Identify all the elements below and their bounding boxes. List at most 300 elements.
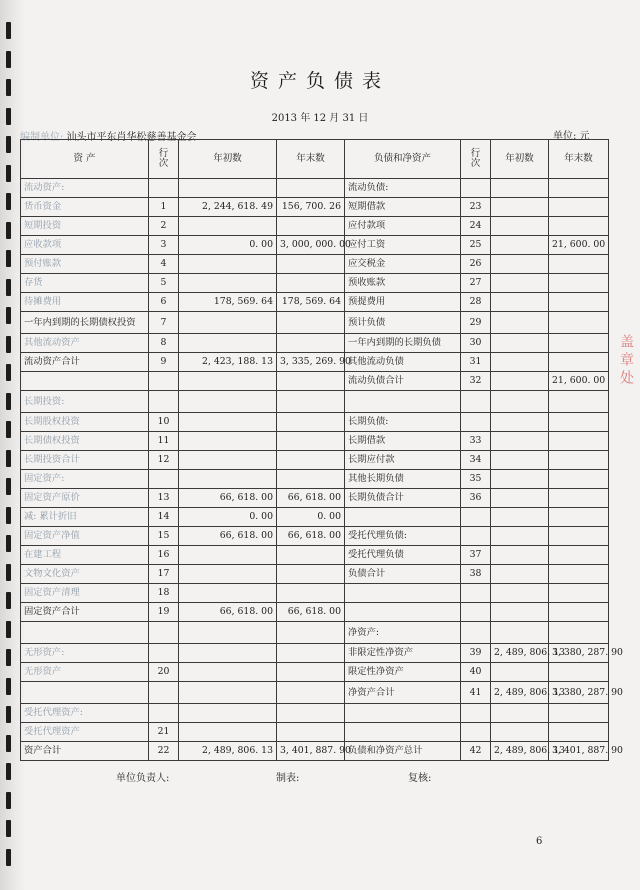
asset-line — [149, 179, 179, 198]
liability-begin — [491, 293, 549, 312]
binding-hole — [6, 22, 11, 39]
asset-line: 8 — [149, 334, 179, 353]
liability-begin — [491, 704, 549, 723]
asset-end: 3, 000, 000. 00 — [277, 236, 345, 255]
liability-name: 长期借款 — [345, 432, 461, 451]
asset-begin — [179, 584, 277, 603]
liability-begin — [491, 451, 549, 470]
asset-begin: 2, 489, 806. 13 — [179, 742, 277, 761]
liability-line — [461, 413, 491, 432]
page-number: 6 — [536, 836, 543, 847]
liability-line — [461, 179, 491, 198]
liability-line — [461, 391, 491, 413]
asset-end — [277, 546, 345, 565]
liability-name: 长期应付款 — [345, 451, 461, 470]
asset-name: 文物文化资产 — [21, 565, 149, 584]
table-row — [21, 470, 609, 489]
asset-begin: 66, 618. 00 — [179, 489, 277, 508]
liability-end — [549, 217, 609, 236]
table-row — [21, 255, 609, 274]
liability-begin — [491, 508, 549, 527]
asset-begin: 0. 00 — [179, 508, 277, 527]
asset-line: 9 — [149, 353, 179, 372]
asset-line: 18 — [149, 584, 179, 603]
binding-hole — [6, 250, 11, 267]
liability-end — [549, 312, 609, 334]
liability-begin — [491, 603, 549, 622]
binding-hole — [6, 649, 11, 666]
table-row — [21, 274, 609, 293]
asset-begin — [179, 334, 277, 353]
table-row — [21, 508, 609, 527]
liability-end — [549, 255, 609, 274]
liability-line: 28 — [461, 293, 491, 312]
asset-end: 66, 618. 00 — [277, 489, 345, 508]
liability-end — [549, 432, 609, 451]
binding-hole — [6, 364, 11, 381]
asset-begin — [179, 391, 277, 413]
liability-end: 3, 380, 287. 90 — [549, 644, 609, 663]
liability-name: 一年内到期的长期负债 — [345, 334, 461, 353]
asset-begin — [179, 312, 277, 334]
liability-name: 负债和净资产总计 — [345, 742, 461, 761]
table-row — [21, 391, 609, 413]
asset-begin — [179, 470, 277, 489]
liability-begin — [491, 723, 549, 742]
liability-line: 23 — [461, 198, 491, 217]
liability-line — [461, 704, 491, 723]
liability-end — [549, 508, 609, 527]
header-end: 年末数 — [277, 140, 345, 179]
liability-line: 38 — [461, 565, 491, 584]
liability-begin — [491, 255, 549, 274]
asset-begin — [179, 413, 277, 432]
liability-end — [549, 391, 609, 413]
asset-name: 流动资产合计 — [21, 353, 149, 372]
header-line-no-2: 行 次 — [461, 140, 491, 179]
asset-line: 15 — [149, 527, 179, 546]
asset-begin: 0. 00 — [179, 236, 277, 255]
balance-sheet-table — [20, 139, 623, 761]
table-row — [21, 293, 609, 312]
asset-name: 受托代理资产 — [21, 723, 149, 742]
asset-end: 3, 335, 269. 90 — [277, 353, 345, 372]
asset-end — [277, 334, 345, 353]
asset-name: 预付账款 — [21, 255, 149, 274]
asset-end: 156, 700. 26 — [277, 198, 345, 217]
table-row — [21, 353, 609, 372]
liability-line: 34 — [461, 451, 491, 470]
liability-end — [549, 274, 609, 293]
table-row — [21, 489, 609, 508]
liability-end — [549, 334, 609, 353]
asset-name: 流动资产: — [21, 179, 149, 198]
asset-name: 资产合计 — [21, 742, 149, 761]
binding-hole — [6, 51, 11, 68]
asset-end — [277, 584, 345, 603]
liability-end — [549, 353, 609, 372]
asset-name: 一年内到期的长期债权投资 — [21, 312, 149, 334]
asset-line: 11 — [149, 432, 179, 451]
table-row — [21, 432, 609, 451]
asset-begin — [179, 663, 277, 682]
liability-line — [461, 584, 491, 603]
liability-begin — [491, 217, 549, 236]
asset-end — [277, 312, 345, 334]
asset-name: 待摊费用 — [21, 293, 149, 312]
asset-end: 66, 618. 00 — [277, 603, 345, 622]
asset-end — [277, 413, 345, 432]
liability-end: 3, 401, 887. 90 — [549, 742, 609, 761]
asset-begin — [179, 372, 277, 391]
liability-line — [461, 603, 491, 622]
asset-line: 2 — [149, 217, 179, 236]
liability-name: 应交税金 — [345, 255, 461, 274]
red-stamp: 盖章处 — [618, 334, 634, 388]
liability-begin — [491, 274, 549, 293]
liability-line: 37 — [461, 546, 491, 565]
asset-name — [21, 622, 149, 644]
asset-line — [149, 470, 179, 489]
liability-begin — [491, 565, 549, 584]
header-assets: 资 产 — [21, 140, 149, 179]
binding-hole — [6, 279, 11, 296]
liability-end — [549, 293, 609, 312]
liability-begin — [491, 432, 549, 451]
binding-hole — [6, 222, 11, 239]
header-end-2: 年末数 — [549, 140, 609, 179]
liability-name: 净资产合计 — [345, 682, 461, 704]
asset-line: 14 — [149, 508, 179, 527]
liability-begin — [491, 622, 549, 644]
liability-name: 限定性净资产 — [345, 663, 461, 682]
asset-begin — [179, 622, 277, 644]
asset-begin: 178, 569. 64 — [179, 293, 277, 312]
liability-begin: 2, 489, 806. 13 — [491, 682, 549, 704]
asset-name: 长期债权投资 — [21, 432, 149, 451]
asset-line: 5 — [149, 274, 179, 293]
asset-name: 存货 — [21, 274, 149, 293]
asset-name: 固定资产清理 — [21, 584, 149, 603]
liability-line: 24 — [461, 217, 491, 236]
header-liabilities: 负债和净资产 — [345, 140, 461, 179]
liability-end — [549, 723, 609, 742]
liability-name: 流动负债合计 — [345, 372, 461, 391]
liability-begin — [491, 470, 549, 489]
asset-line: 21 — [149, 723, 179, 742]
asset-begin — [179, 432, 277, 451]
asset-line: 12 — [149, 451, 179, 470]
asset-begin — [179, 546, 277, 565]
liability-name — [345, 603, 461, 622]
liability-end — [549, 622, 609, 644]
asset-name: 固定资产净值 — [21, 527, 149, 546]
liability-begin — [491, 179, 549, 198]
footer-prepared-label: 制表: — [276, 773, 300, 784]
asset-line: 3 — [149, 236, 179, 255]
liability-name: 负债合计 — [345, 565, 461, 584]
asset-line: 6 — [149, 293, 179, 312]
liability-begin — [491, 489, 549, 508]
binding-hole — [6, 735, 11, 752]
liability-line: 35 — [461, 470, 491, 489]
asset-begin — [179, 723, 277, 742]
liability-name — [345, 704, 461, 723]
asset-end — [277, 451, 345, 470]
table-row — [21, 236, 609, 255]
asset-end — [277, 255, 345, 274]
asset-begin: 2, 244, 618. 49 — [179, 198, 277, 217]
liability-end — [549, 584, 609, 603]
asset-end — [277, 217, 345, 236]
asset-line — [149, 644, 179, 663]
liability-name: 预计负债 — [345, 312, 461, 334]
asset-line: 10 — [149, 413, 179, 432]
asset-end — [277, 723, 345, 742]
asset-begin — [179, 682, 277, 704]
asset-end — [277, 622, 345, 644]
asset-end — [277, 704, 345, 723]
asset-line — [149, 391, 179, 413]
liability-end — [549, 546, 609, 565]
liability-begin — [491, 584, 549, 603]
table-row — [21, 312, 609, 334]
asset-end — [277, 644, 345, 663]
asset-begin: 66, 618. 00 — [179, 603, 277, 622]
liability-end — [549, 527, 609, 546]
asset-begin: 2, 423, 188. 13 — [179, 353, 277, 372]
asset-end: 66, 618. 00 — [277, 527, 345, 546]
liability-end — [549, 179, 609, 198]
asset-line: 20 — [149, 663, 179, 682]
asset-line: 19 — [149, 603, 179, 622]
liability-line: 30 — [461, 334, 491, 353]
asset-name: 应收款项 — [21, 236, 149, 255]
liability-line: 41 — [461, 682, 491, 704]
liability-name: 其他长期负债 — [345, 470, 461, 489]
liability-name — [345, 391, 461, 413]
binding-hole — [6, 507, 11, 524]
asset-name: 长期投资: — [21, 391, 149, 413]
liability-line: 29 — [461, 312, 491, 334]
liability-name: 流动负债: — [345, 179, 461, 198]
asset-end: 3, 401, 887. 90 — [277, 742, 345, 761]
liability-name: 应付款项 — [345, 217, 461, 236]
asset-line — [149, 704, 179, 723]
liability-name: 预收账款 — [345, 274, 461, 293]
table-row — [21, 603, 609, 622]
liability-begin — [491, 527, 549, 546]
liability-begin: 2, 489, 806. 13 — [491, 742, 549, 761]
liability-line: 33 — [461, 432, 491, 451]
asset-name: 固定资产原价 — [21, 489, 149, 508]
asset-line: 4 — [149, 255, 179, 274]
liability-begin — [491, 372, 549, 391]
liability-line: 31 — [461, 353, 491, 372]
liability-begin — [491, 198, 549, 217]
liability-end: 21, 600. 00 — [549, 372, 609, 391]
binding-hole — [6, 393, 11, 410]
liability-name — [345, 723, 461, 742]
table-row — [21, 198, 609, 217]
asset-end — [277, 179, 345, 198]
binding-hole — [6, 564, 11, 581]
asset-end — [277, 372, 345, 391]
liability-begin — [491, 546, 549, 565]
asset-end — [277, 663, 345, 682]
liability-end — [549, 565, 609, 584]
liability-end — [549, 704, 609, 723]
liability-begin — [491, 236, 549, 255]
liability-begin — [491, 312, 549, 334]
table-row — [21, 644, 609, 663]
liability-name — [345, 508, 461, 527]
liability-name: 其他流动负债 — [345, 353, 461, 372]
asset-begin — [179, 217, 277, 236]
asset-name: 长期股权投资 — [21, 413, 149, 432]
organization-name: 汕头市平东肖华松慈善基金会 — [66, 132, 197, 143]
asset-line: 13 — [149, 489, 179, 508]
asset-line — [149, 682, 179, 704]
liability-name: 短期借款 — [345, 198, 461, 217]
liability-line: 40 — [461, 663, 491, 682]
asset-name: 固定资产合计 — [21, 603, 149, 622]
binding-hole — [6, 621, 11, 638]
binding-hole — [6, 849, 11, 866]
table-row — [21, 451, 609, 470]
binding-hole — [6, 193, 11, 210]
asset-end — [277, 565, 345, 584]
table-row — [21, 217, 609, 236]
liability-end — [549, 603, 609, 622]
asset-end — [277, 470, 345, 489]
header-line-no: 行 次 — [149, 140, 179, 179]
liability-begin: 2, 489, 806. 13 — [491, 644, 549, 663]
report-date: 2013 年 12 月 31 日 — [271, 113, 369, 124]
liability-line — [461, 508, 491, 527]
asset-name — [21, 372, 149, 391]
asset-name: 减: 累计折旧 — [21, 508, 149, 527]
asset-line: 17 — [149, 565, 179, 584]
asset-name: 货币资金 — [21, 198, 149, 217]
liability-begin — [491, 663, 549, 682]
asset-name: 固定资产: — [21, 470, 149, 489]
asset-name: 其他流动资产 — [21, 334, 149, 353]
header-begin: 年初数 — [179, 140, 277, 179]
page-title: 资产负债表 — [249, 70, 390, 92]
liability-name: 长期负债合计 — [345, 489, 461, 508]
binding-hole — [6, 535, 11, 552]
asset-line — [149, 622, 179, 644]
liability-end — [549, 470, 609, 489]
liability-end: 3, 380, 287. 90 — [549, 682, 609, 704]
liability-name: 非限定性净资产 — [345, 644, 461, 663]
asset-name: 在建工程 — [21, 546, 149, 565]
liability-line: 39 — [461, 644, 491, 663]
liability-line: 25 — [461, 236, 491, 255]
liability-line: 32 — [461, 372, 491, 391]
liability-end: 21, 600. 00 — [549, 236, 609, 255]
liability-begin — [491, 413, 549, 432]
liability-line — [461, 622, 491, 644]
liability-line: 27 — [461, 274, 491, 293]
table-row — [21, 663, 609, 682]
table-row — [21, 334, 609, 353]
binding-hole — [6, 307, 11, 324]
liability-end — [549, 413, 609, 432]
currency-unit: 单位: 元 — [553, 131, 590, 142]
table-row — [21, 179, 609, 198]
binding-hole — [6, 421, 11, 438]
asset-begin — [179, 704, 277, 723]
asset-begin — [179, 451, 277, 470]
asset-begin — [179, 565, 277, 584]
table-row — [21, 413, 609, 432]
asset-name: 长期投资合计 — [21, 451, 149, 470]
liability-name — [345, 584, 461, 603]
binding-hole — [6, 820, 11, 837]
asset-end: 178, 569. 64 — [277, 293, 345, 312]
asset-name: 无形资产: — [21, 644, 149, 663]
asset-line — [149, 372, 179, 391]
table-row — [21, 704, 609, 723]
liability-name: 长期负债: — [345, 413, 461, 432]
binding-hole — [6, 450, 11, 467]
table-row — [21, 546, 609, 565]
liability-line: 42 — [461, 742, 491, 761]
table-row — [21, 742, 609, 761]
asset-begin — [179, 255, 277, 274]
header-begin-2: 年初数 — [491, 140, 549, 179]
footer-head-label: 单位负责人: — [116, 773, 170, 784]
table-body — [21, 140, 623, 761]
asset-name — [21, 682, 149, 704]
binding-hole — [6, 706, 11, 723]
liability-line: 26 — [461, 255, 491, 274]
table-row — [21, 622, 609, 644]
binding-hole — [6, 792, 11, 809]
binding-hole — [6, 478, 11, 495]
table-header-row — [21, 140, 609, 179]
liability-end — [549, 663, 609, 682]
asset-end — [277, 391, 345, 413]
liability-begin — [491, 353, 549, 372]
asset-begin — [179, 274, 277, 293]
liability-begin — [491, 391, 549, 413]
liability-name: 净资产: — [345, 622, 461, 644]
asset-line: 1 — [149, 198, 179, 217]
asset-end — [277, 432, 345, 451]
asset-line: 16 — [149, 546, 179, 565]
liability-line: 36 — [461, 489, 491, 508]
asset-name: 受托代理资产: — [21, 704, 149, 723]
liability-name: 应付工资 — [345, 236, 461, 255]
liability-name: 受托代理负债 — [345, 546, 461, 565]
asset-end — [277, 682, 345, 704]
liability-end — [549, 451, 609, 470]
liability-line — [461, 527, 491, 546]
liability-end — [549, 489, 609, 508]
asset-begin: 66, 618. 00 — [179, 527, 277, 546]
asset-name: 短期投资 — [21, 217, 149, 236]
footer-reviewed-label: 复核: — [408, 773, 432, 784]
liability-name: 受托代理负债: — [345, 527, 461, 546]
asset-line: 7 — [149, 312, 179, 334]
table-row — [21, 527, 609, 546]
table-row — [21, 372, 609, 391]
liability-line — [461, 723, 491, 742]
asset-end: 0. 00 — [277, 508, 345, 527]
